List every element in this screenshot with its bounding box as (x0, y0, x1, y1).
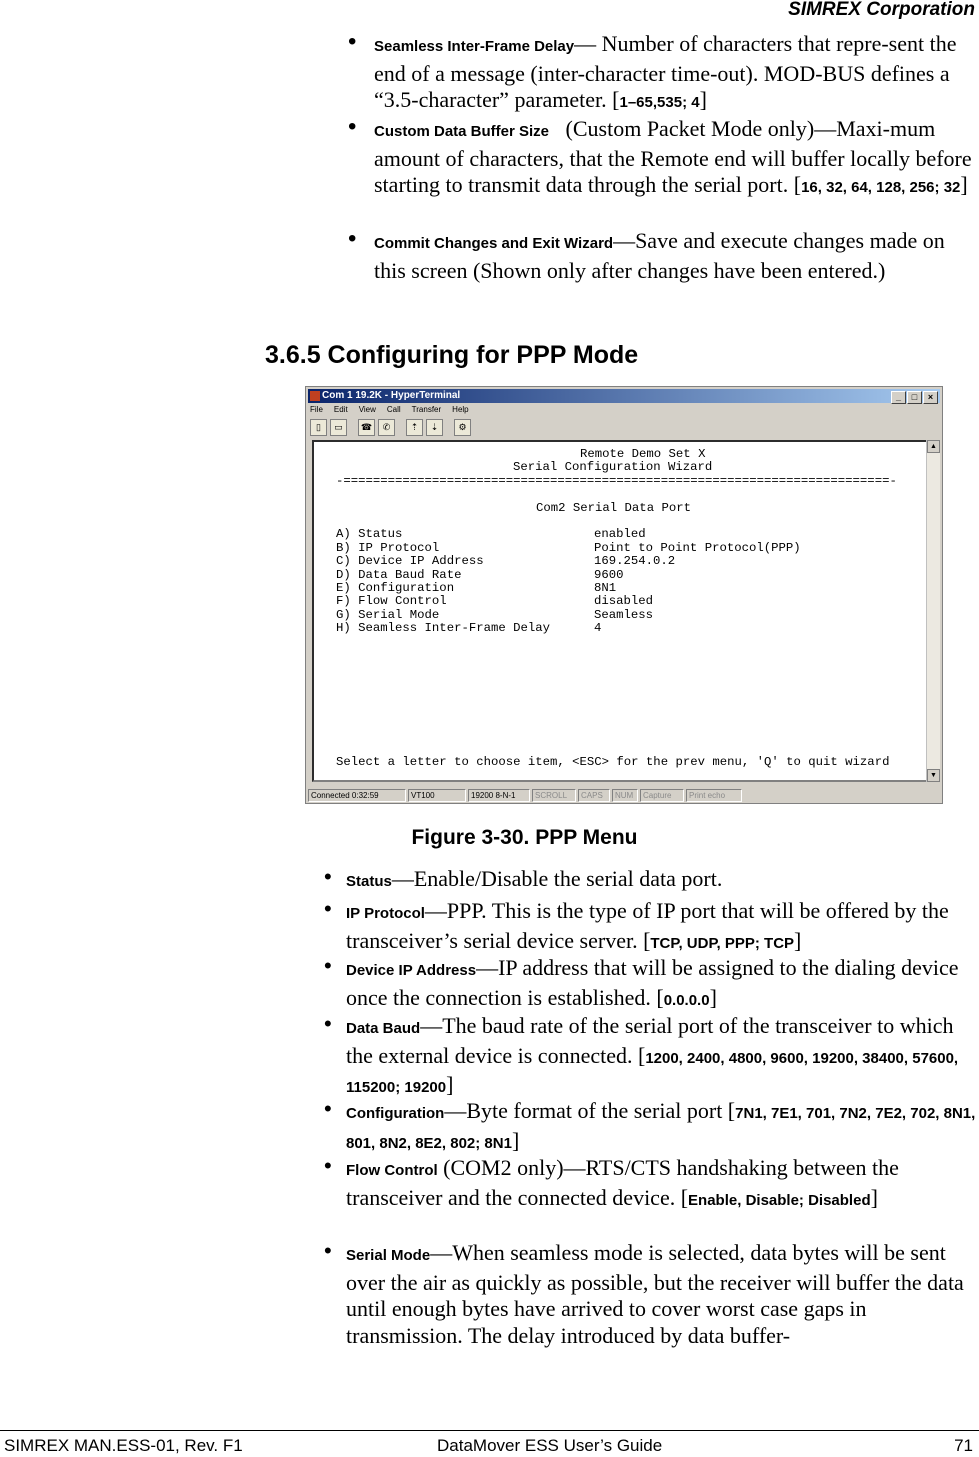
bullet-term: Device IP Address (346, 962, 477, 979)
bullet-text: —PPP. This is the type of IP port that will be offered by the transceiver’s serial device server. [ (346, 898, 949, 953)
bullet-custom-buffer (348, 113, 978, 202)
properties-icon[interactable]: ⚙ (454, 419, 471, 436)
term-line1: Remote Demo Set X (580, 447, 706, 461)
term-item-key: F) Flow Control (336, 594, 447, 609)
bullet-text: (COM2 only)—RTS/CTS handshaking between the transceiver and the connected device. [ (346, 1155, 899, 1210)
bullet-values: 0.0.0.0 (663, 991, 710, 1009)
bullet-icon: • (324, 1011, 332, 1036)
terminal-screen[interactable] (312, 440, 932, 782)
bullet-icon: • (348, 28, 357, 55)
bullet-icon: • (348, 225, 357, 252)
bullet-item (324, 1096, 976, 1157)
bullet-item (324, 1011, 976, 1102)
bullet-icon: • (324, 1153, 332, 1178)
bullet-item (324, 864, 976, 896)
footer-title: DataMover ESS User’s Guide (437, 1436, 663, 1455)
bullet-term: Seamless Inter-Frame Delay (374, 38, 575, 55)
bullet-icon: • (324, 953, 332, 978)
bracket: ] (870, 1184, 878, 1210)
bullet-item (324, 1238, 976, 1352)
term-prompt: Select a letter to choose item, <ESC> for the prev menu, 'Q' to quit wizard (336, 755, 890, 770)
bullet-item (324, 1153, 976, 1214)
open-icon[interactable]: ▭ (330, 419, 347, 436)
status-emulation: VT100 (408, 789, 466, 802)
term-item-value: disabled (594, 594, 654, 609)
term-item-key: D) Data Baud Rate (336, 567, 462, 582)
minimize-button[interactable]: _ (891, 391, 906, 404)
bullet-text: —Save and execute changes made on this screen (Shown only after changes have been entered.) (374, 228, 945, 283)
status-print-echo: Print echo (686, 789, 742, 802)
bracket: ] (446, 1072, 454, 1097)
term-item-key: E) Configuration (336, 581, 455, 596)
menu-transfer[interactable]: Transfer (411, 405, 442, 414)
bullet-values: 1–65,535; 4 (619, 94, 700, 111)
status-bar (308, 789, 940, 802)
status-caps: CAPS (578, 789, 610, 802)
term-item-key: C) Device IP Address (336, 554, 484, 569)
term-item-row[interactable] (336, 527, 646, 541)
receive-icon[interactable]: ⇣ (426, 419, 443, 436)
term-item-value: 169.254.0.2 (594, 554, 676, 569)
menu-call[interactable]: Call (386, 405, 401, 414)
footer-doc-id: SIMREX MAN.ESS-01, Rev. F1 (4, 1436, 243, 1455)
bullet-text: —When seamless mode is selected, data bytes will be sent over the air as quickly as possible, but the receiver will buffer the data until enough bytes have arrived to cover worst case gaps in transmission. The delay introduced by data buffer- (346, 1240, 964, 1348)
status-settings: 19200 8-N-1 (468, 789, 530, 802)
term-item-value: Seamless (594, 607, 654, 622)
bullet-values: Enable, Disable; Disabled (688, 1191, 871, 1209)
bullet-seamless-delay (348, 28, 976, 117)
send-icon[interactable]: ⇡ (406, 419, 423, 436)
disconnect-icon[interactable]: ✆ (378, 419, 395, 436)
bullet-term: Status (346, 873, 392, 890)
figure-caption: Figure 3-30. PPP Menu (411, 826, 638, 849)
bullet-text: —The baud rate of the serial port of the transceiver to which the external device is connected. [ (346, 1013, 954, 1068)
terminal-text (336, 448, 897, 770)
bullet-commit (348, 225, 976, 284)
term-items (336, 527, 801, 635)
page-footer (0, 1430, 979, 1457)
term-line2: Serial Configuration Wizard (513, 460, 713, 475)
term-rule: -==========================================================================- (336, 473, 897, 488)
title-bar (308, 389, 940, 403)
bracket: ] (794, 927, 802, 953)
term-item-row[interactable] (336, 608, 653, 622)
term-item-value: 9600 (594, 567, 624, 582)
term-item-key: B) IP Protocol (336, 540, 440, 555)
term-item-row[interactable] (336, 621, 601, 635)
bullet-term: Commit Changes and Exit Wizard (374, 235, 614, 252)
bullet-text: —IP address that will be assigned to the dialing device once the connection is established. [ (346, 955, 959, 1010)
bracket: ] (699, 87, 707, 112)
bullet-icon: • (348, 113, 357, 140)
menu-help[interactable]: Help (452, 405, 469, 414)
bracket: ] (960, 172, 968, 197)
term-item-value: Point to Point Protocol(PPP) (594, 540, 801, 555)
term-item-row[interactable] (336, 568, 624, 582)
bullet-values: TCP, UDP, PPP; TCP (650, 934, 795, 952)
bullet-term: Data Baud (346, 1020, 421, 1037)
hyperterminal-window (305, 386, 943, 804)
maximize-button[interactable]: □ (907, 391, 922, 404)
bullet-term: IP Protocol (346, 905, 425, 922)
bullet-icon: • (324, 896, 332, 921)
bullet-term: Serial Mode (346, 1247, 431, 1264)
term-item-row[interactable] (336, 594, 653, 608)
close-button[interactable]: × (923, 391, 938, 404)
new-icon[interactable]: ▯ (310, 419, 327, 436)
bullet-term: Configuration (346, 1105, 445, 1122)
term-item-value: 8N1 (594, 581, 617, 596)
bullet-item (324, 953, 976, 1014)
status-capture: Capture (640, 789, 684, 802)
term-item-key: H) Seamless Inter-Frame Delay (336, 621, 551, 636)
bullet-term: Custom Data Buffer Size (374, 123, 550, 140)
term-item-row[interactable] (336, 541, 801, 555)
bullet-values: 16, 32, 64, 128, 256; 32 (801, 179, 961, 196)
term-item-value: 4 (594, 621, 602, 636)
menu-view[interactable]: View (358, 405, 376, 414)
status-num: NUM (612, 789, 638, 802)
menu-bar (310, 405, 469, 414)
term-item-row[interactable] (336, 581, 616, 595)
bullet-text: —Enable/Disable the serial data port. (391, 866, 723, 891)
term-item-row[interactable] (336, 554, 675, 568)
connect-icon[interactable]: ☎ (358, 419, 375, 436)
app-icon (310, 391, 320, 401)
scroll-up-icon[interactable]: ▲ (927, 440, 940, 453)
section-title: 3.6.5 Configuring for PPP Mode (265, 341, 639, 369)
bullet-term: Flow Control (346, 1162, 438, 1179)
status-connected: Connected 0:32:59 (308, 789, 406, 802)
vertical-scrollbar[interactable] (926, 440, 940, 782)
menu-edit[interactable]: Edit (333, 405, 348, 414)
bullet-values: 7N1, 7E1, 701, 7N2, 7E2, 702, 8N1, 801, 8N2, 8E2, 802; 8N1 (346, 1105, 976, 1152)
bullet-item (324, 896, 976, 957)
running-header: SIMREX Corporation (788, 0, 975, 20)
term-item-value: enabled (594, 527, 646, 542)
bullet-icon: • (324, 1238, 332, 1263)
bullet-text: —Byte format of the serial port [ (444, 1098, 736, 1123)
toolbar (310, 419, 471, 436)
status-scroll: SCROLL (532, 789, 576, 802)
bracket: ] (709, 984, 717, 1010)
bracket: ] (511, 1127, 520, 1153)
bullet-values: 1200, 2400, 4800, 9600, 19200, 38400, 57600, 115200; 19200 (346, 1049, 959, 1096)
bullet-icon: • (324, 1096, 332, 1121)
term-item-key: A) Status (336, 527, 403, 542)
bullet-icon: • (324, 864, 332, 889)
menu-file[interactable]: File (310, 405, 323, 414)
window-title: Com 1 19.2K - HyperTerminal (322, 390, 461, 401)
scroll-down-icon[interactable]: ▼ (927, 769, 940, 782)
bullet-text: (Custom Packet Mode only)—Maxi-mum amount of characters, that the Remote end will buffer locally before starting to transmit data through the serial port. [ (374, 116, 978, 197)
bullet-text: — Number of characters that repre-sent the end of a message (inter-character time-out). MOD-BUS defines a “3.5-character” parameter. [ (374, 31, 957, 112)
term-item-key: G) Serial Mode (336, 607, 440, 622)
page-number: 71 (954, 1436, 973, 1455)
term-port-title: Com2 Serial Data Port (536, 500, 691, 515)
